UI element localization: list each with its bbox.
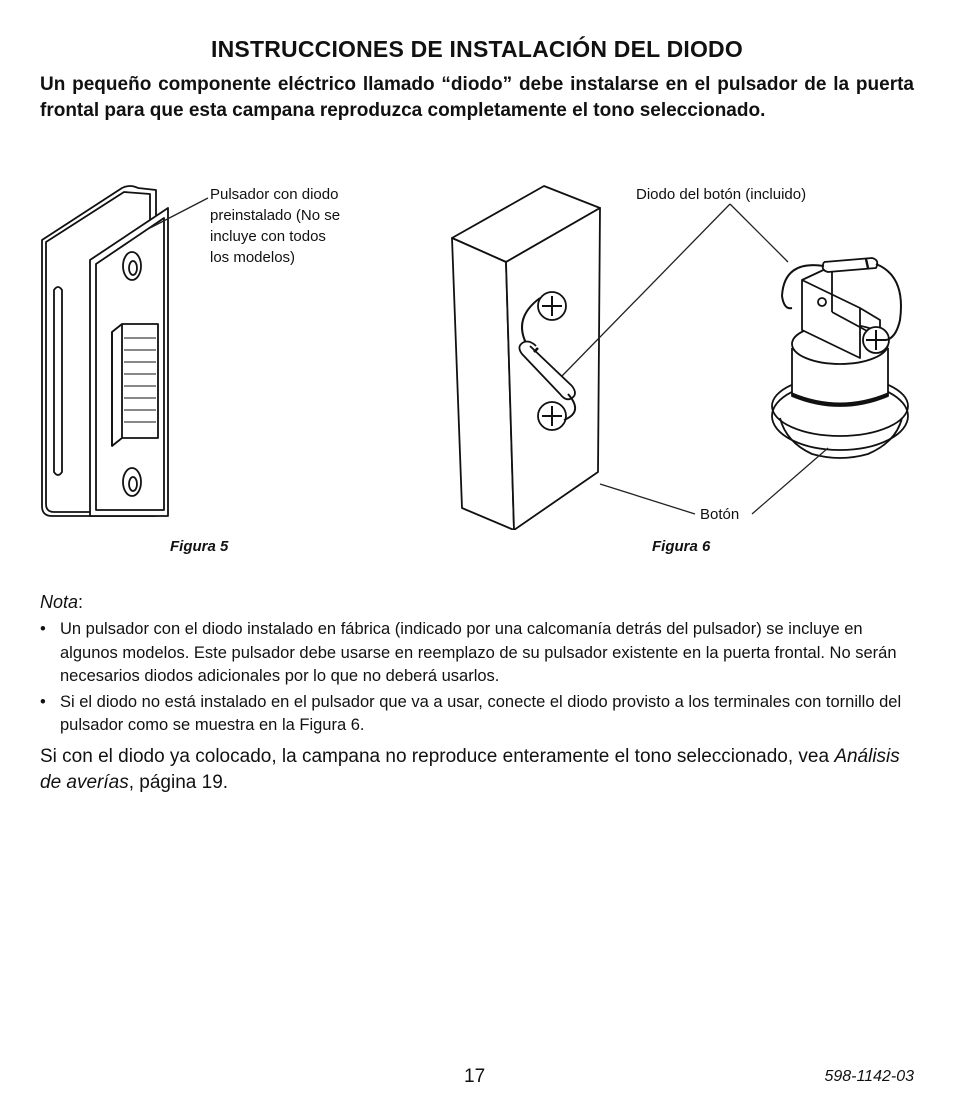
- page-title: INSTRUCCIONES DE INSTALACIÓN DEL DIODO: [211, 36, 743, 62]
- note-heading: Nota:: [40, 592, 84, 612]
- list-item: • Un pulsador con el diodo instalado en fábrica (indicado por una calcomanía detrás del pulsador) se incluye en algunos modelos. Este pulsador debe usarse en reemplazo de su pulsador existente en la puerta frontal. No serán necesarios diodos adicionales por lo que no deberá usarlos.: [40, 620, 897, 685]
- troubleshooting-reference: Análisis de averías: [40, 746, 900, 793]
- figure-6-illustration: [440, 180, 920, 530]
- list-item: • Si el diodo no está instalado en el pulsador que va a usar, conecte el diodo provisto a los terminales con tornillo del pulsador como se muestra en la Figura 6.: [40, 692, 902, 734]
- figure-6-caption: Figura 6: [652, 538, 711, 555]
- note-list: [40, 618, 914, 740]
- document-number: 598-1142-03: [824, 1068, 914, 1085]
- figure-5-caption: Figura 5: [170, 538, 229, 555]
- figure-6-label-button: Botón: [700, 506, 740, 523]
- troubleshooting-paragraph: Si con el diodo ya colocado, la campana no reproduce enteramente el tono seleccionado, vea Análisis de averías, página 19.: [40, 746, 900, 793]
- figure-5-label: Pulsador con diodo preinstalado (No se incluye con todos los modelos): [210, 186, 341, 266]
- figure-6-label-diode: Diodo del botón (incluido): [636, 186, 807, 203]
- bullet-icon: •: [40, 620, 46, 638]
- intro-paragraph: Un pequeño componente eléctrico llamado “diodo” debe instalarse en el pulsador de la puerta frontal para que esta campana reproduzca completamente el tono seleccionado.: [40, 74, 914, 121]
- page-number: 17: [464, 1066, 486, 1087]
- bullet-icon: •: [40, 692, 46, 711]
- figure-5-illustration: [30, 180, 210, 530]
